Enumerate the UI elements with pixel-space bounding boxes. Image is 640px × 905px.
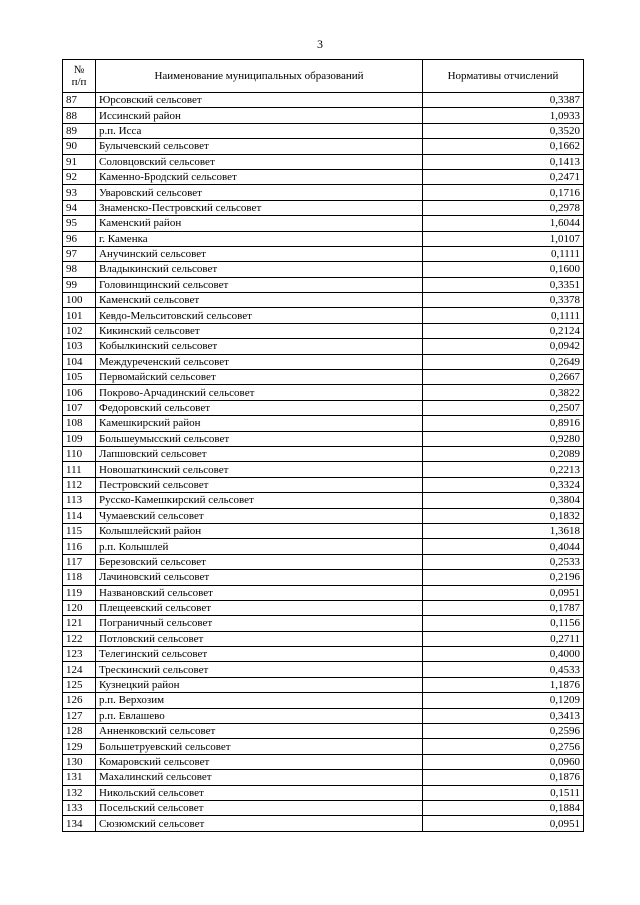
municipality-name-cell: Русско-Камешкирский сельсовет bbox=[96, 493, 423, 508]
table-row bbox=[63, 523, 584, 538]
norm-value-cell: 0,2507 bbox=[423, 400, 584, 415]
norm-value-cell: 0,4533 bbox=[423, 662, 584, 677]
row-number-cell: 130 bbox=[63, 754, 96, 769]
row-number-cell: 92 bbox=[63, 169, 96, 184]
row-number-cell: 126 bbox=[63, 693, 96, 708]
municipality-name-cell: Махалинский сельсовет bbox=[96, 770, 423, 785]
norm-value-cell: 0,1662 bbox=[423, 139, 584, 154]
row-number-cell: 95 bbox=[63, 216, 96, 231]
header-number-line2: п/п bbox=[71, 76, 87, 88]
table-row bbox=[63, 216, 584, 231]
table-row bbox=[63, 662, 584, 677]
municipality-name-cell: Трескинский сельсовет bbox=[96, 662, 423, 677]
norms-table bbox=[62, 59, 584, 832]
norm-value-cell: 0,3520 bbox=[423, 123, 584, 138]
row-number-cell: 114 bbox=[63, 508, 96, 523]
norm-value-cell: 0,0960 bbox=[423, 754, 584, 769]
norm-value-cell: 0,1876 bbox=[423, 770, 584, 785]
page-number: 3 bbox=[317, 37, 323, 51]
table-row bbox=[63, 370, 584, 385]
table-row bbox=[63, 477, 584, 492]
table-row bbox=[63, 139, 584, 154]
municipality-name-cell: Федоровский сельсовет bbox=[96, 400, 423, 415]
table-row bbox=[63, 554, 584, 569]
norm-value-cell: 0,0942 bbox=[423, 339, 584, 354]
norm-value-cell: 0,2196 bbox=[423, 570, 584, 585]
row-number-cell: 91 bbox=[63, 154, 96, 169]
norm-value-cell: 0,1111 bbox=[423, 308, 584, 323]
municipality-name-cell: Каменский район bbox=[96, 216, 423, 231]
municipality-name-cell: Междуреченский сельсовет bbox=[96, 354, 423, 369]
row-number-cell: 124 bbox=[63, 662, 96, 677]
row-number-cell: 103 bbox=[63, 339, 96, 354]
table-row bbox=[63, 293, 584, 308]
table-row bbox=[63, 400, 584, 415]
table-row bbox=[63, 169, 584, 184]
municipality-name-cell: Знаменско-Пестровский сельсовет bbox=[96, 200, 423, 215]
table-row bbox=[63, 616, 584, 631]
row-number-cell: 104 bbox=[63, 354, 96, 369]
row-number-cell: 89 bbox=[63, 123, 96, 138]
norm-value-cell: 0,3324 bbox=[423, 477, 584, 492]
municipality-name-cell: Иссинский район bbox=[96, 108, 423, 123]
row-number-cell: 125 bbox=[63, 677, 96, 692]
row-number-cell: 128 bbox=[63, 724, 96, 739]
municipality-name-cell: Юрсовский сельсовет bbox=[96, 93, 423, 108]
row-number-cell: 96 bbox=[63, 231, 96, 246]
norm-value-cell: 0,2596 bbox=[423, 724, 584, 739]
row-number-cell: 94 bbox=[63, 200, 96, 215]
norm-value-cell: 0,4000 bbox=[423, 647, 584, 662]
table-row bbox=[63, 585, 584, 600]
table-row bbox=[63, 647, 584, 662]
norm-value-cell: 0,2711 bbox=[423, 631, 584, 646]
row-number-cell: 88 bbox=[63, 108, 96, 123]
row-number-cell: 109 bbox=[63, 431, 96, 446]
norm-value-cell: 0,1884 bbox=[423, 800, 584, 815]
table-row bbox=[63, 739, 584, 754]
norm-value-cell: 1,3618 bbox=[423, 523, 584, 538]
row-number-cell: 101 bbox=[63, 308, 96, 323]
table-row bbox=[63, 154, 584, 169]
norm-value-cell: 1,6044 bbox=[423, 216, 584, 231]
table-row bbox=[63, 631, 584, 646]
table-row bbox=[63, 539, 584, 554]
norm-value-cell: 0,2978 bbox=[423, 200, 584, 215]
norm-value-cell: 0,1787 bbox=[423, 600, 584, 615]
row-number-cell: 111 bbox=[63, 462, 96, 477]
norm-value-cell: 0,0951 bbox=[423, 585, 584, 600]
table-row bbox=[63, 416, 584, 431]
norm-value-cell: 0,4044 bbox=[423, 539, 584, 554]
municipality-name-cell: Владыкинский сельсовет bbox=[96, 262, 423, 277]
row-number-cell: 115 bbox=[63, 523, 96, 538]
municipality-name-cell: Кузнецкий район bbox=[96, 677, 423, 692]
table-row bbox=[63, 123, 584, 138]
row-number-cell: 110 bbox=[63, 446, 96, 461]
row-number-cell: 99 bbox=[63, 277, 96, 292]
norm-value-cell: 0,2533 bbox=[423, 554, 584, 569]
table-row bbox=[63, 246, 584, 261]
row-number-cell: 120 bbox=[63, 600, 96, 615]
municipality-name-cell: Большеумысский сельсовет bbox=[96, 431, 423, 446]
table-row bbox=[63, 323, 584, 338]
row-number-cell: 105 bbox=[63, 370, 96, 385]
norm-value-cell: 0,3387 bbox=[423, 93, 584, 108]
table-row bbox=[63, 308, 584, 323]
row-number-cell: 97 bbox=[63, 246, 96, 261]
norm-value-cell: 0,1511 bbox=[423, 785, 584, 800]
norm-value-cell: 1,1876 bbox=[423, 677, 584, 692]
municipality-name-cell: Соловцовский сельсовет bbox=[96, 154, 423, 169]
norm-value-cell: 0,1600 bbox=[423, 262, 584, 277]
municipality-name-cell: Анучинский сельсовет bbox=[96, 246, 423, 261]
table-row bbox=[63, 800, 584, 815]
row-number-cell: 132 bbox=[63, 785, 96, 800]
row-number-cell: 116 bbox=[63, 539, 96, 554]
table-row bbox=[63, 816, 584, 831]
table-header-row bbox=[63, 60, 584, 93]
row-number-cell: 119 bbox=[63, 585, 96, 600]
row-number-cell: 93 bbox=[63, 185, 96, 200]
table-row bbox=[63, 770, 584, 785]
municipality-name-cell: Покрово-Арчадинский сельсовет bbox=[96, 385, 423, 400]
municipality-name-cell: Никольский сельсовет bbox=[96, 785, 423, 800]
table-row bbox=[63, 570, 584, 585]
table-row bbox=[63, 508, 584, 523]
norm-value-cell: 0,3351 bbox=[423, 277, 584, 292]
municipality-name-cell: Каменский сельсовет bbox=[96, 293, 423, 308]
table-row bbox=[63, 785, 584, 800]
table-row bbox=[63, 339, 584, 354]
municipality-name-cell: Кикинский сельсовет bbox=[96, 323, 423, 338]
table-row bbox=[63, 754, 584, 769]
table-row bbox=[63, 677, 584, 692]
table-row bbox=[63, 231, 584, 246]
table-row bbox=[63, 200, 584, 215]
table-row bbox=[63, 385, 584, 400]
municipality-name-cell: Анненковский сельсовет bbox=[96, 724, 423, 739]
row-number-cell: 100 bbox=[63, 293, 96, 308]
table-row bbox=[63, 93, 584, 108]
norm-value-cell: 0,2213 bbox=[423, 462, 584, 477]
header-norms: Нормативы отчислений bbox=[423, 60, 584, 93]
table-row bbox=[63, 108, 584, 123]
municipality-name-cell: р.п. Исса bbox=[96, 123, 423, 138]
norm-value-cell: 0,2756 bbox=[423, 739, 584, 754]
header-municipality-name: Наименование муниципальных образований bbox=[96, 60, 423, 93]
norm-value-cell: 0,0951 bbox=[423, 816, 584, 831]
norm-value-cell: 0,1413 bbox=[423, 154, 584, 169]
municipality-name-cell: Лапшовский сельсовет bbox=[96, 446, 423, 461]
municipality-name-cell: Чумаевский сельсовет bbox=[96, 508, 423, 523]
municipality-name-cell: Сюзюмский сельсовет bbox=[96, 816, 423, 831]
municipality-name-cell: Большетруевский сельсовет bbox=[96, 739, 423, 754]
municipality-name-cell: Кобылкинский сельсовет bbox=[96, 339, 423, 354]
table-row bbox=[63, 354, 584, 369]
table-row bbox=[63, 185, 584, 200]
municipality-name-cell: Новошаткинский сельсовет bbox=[96, 462, 423, 477]
row-number-cell: 129 bbox=[63, 739, 96, 754]
norm-value-cell: 0,2124 bbox=[423, 323, 584, 338]
row-number-cell: 121 bbox=[63, 616, 96, 631]
table-row bbox=[63, 262, 584, 277]
header-number-line1: № bbox=[73, 64, 85, 76]
row-number-cell: 102 bbox=[63, 323, 96, 338]
norm-value-cell: 0,1156 bbox=[423, 616, 584, 631]
norm-value-cell: 0,2667 bbox=[423, 370, 584, 385]
municipality-name-cell: Булычевский сельсовет bbox=[96, 139, 423, 154]
row-number-cell: 133 bbox=[63, 800, 96, 815]
municipality-name-cell: Названовский сельсовет bbox=[96, 585, 423, 600]
row-number-cell: 87 bbox=[63, 93, 96, 108]
municipality-name-cell: Головинщинский сельсовет bbox=[96, 277, 423, 292]
municipality-name-cell: Первомайский сельсовет bbox=[96, 370, 423, 385]
table-row bbox=[63, 724, 584, 739]
municipality-name-cell: р.п. Верхозим bbox=[96, 693, 423, 708]
table-row bbox=[63, 277, 584, 292]
table-row bbox=[63, 462, 584, 477]
table-row bbox=[63, 431, 584, 446]
row-number-cell: 123 bbox=[63, 647, 96, 662]
norm-value-cell: 0,2089 bbox=[423, 446, 584, 461]
municipality-name-cell: Комаровский сельсовет bbox=[96, 754, 423, 769]
row-number-cell: 134 bbox=[63, 816, 96, 831]
table-row bbox=[63, 493, 584, 508]
row-number-cell: 122 bbox=[63, 631, 96, 646]
row-number-cell: 107 bbox=[63, 400, 96, 415]
norm-value-cell: 0,1832 bbox=[423, 508, 584, 523]
municipality-name-cell: Уваровский сельсовет bbox=[96, 185, 423, 200]
row-number-cell: 127 bbox=[63, 708, 96, 723]
municipality-name-cell: Потловский сельсовет bbox=[96, 631, 423, 646]
norm-value-cell: 0,3378 bbox=[423, 293, 584, 308]
municipality-name-cell: Кевдо-Мельситовский сельсовет bbox=[96, 308, 423, 323]
municipality-name-cell: Лачиновский сельсовет bbox=[96, 570, 423, 585]
row-number-cell: 131 bbox=[63, 770, 96, 785]
municipality-name-cell: Колышлейский район bbox=[96, 523, 423, 538]
municipality-name-cell: Посельский сельсовет bbox=[96, 800, 423, 815]
table-row bbox=[63, 600, 584, 615]
row-number-cell: 106 bbox=[63, 385, 96, 400]
norm-value-cell: 1,0107 bbox=[423, 231, 584, 246]
municipality-name-cell: Березовский сельсовет bbox=[96, 554, 423, 569]
norm-value-cell: 0,3822 bbox=[423, 385, 584, 400]
municipality-name-cell: р.п. Колышлей bbox=[96, 539, 423, 554]
municipality-name-cell: Каменно-Бродский сельсовет bbox=[96, 169, 423, 184]
table-row bbox=[63, 708, 584, 723]
norm-value-cell: 0,1111 bbox=[423, 246, 584, 261]
norm-value-cell: 1,0933 bbox=[423, 108, 584, 123]
row-number-cell: 108 bbox=[63, 416, 96, 431]
norm-value-cell: 0,1209 bbox=[423, 693, 584, 708]
norm-value-cell: 0,3804 bbox=[423, 493, 584, 508]
row-number-cell: 117 bbox=[63, 554, 96, 569]
municipality-name-cell: Пестровский сельсовет bbox=[96, 477, 423, 492]
header-number bbox=[63, 60, 96, 93]
table-body bbox=[63, 93, 584, 832]
municipality-name-cell: р.п. Евлашево bbox=[96, 708, 423, 723]
norm-value-cell: 0,2649 bbox=[423, 354, 584, 369]
municipality-name-cell: Плещеевский сельсовет bbox=[96, 600, 423, 615]
row-number-cell: 112 bbox=[63, 477, 96, 492]
row-number-cell: 113 bbox=[63, 493, 96, 508]
row-number-cell: 118 bbox=[63, 570, 96, 585]
municipality-name-cell: г. Каменка bbox=[96, 231, 423, 246]
norm-value-cell: 0,3413 bbox=[423, 708, 584, 723]
table-row bbox=[63, 693, 584, 708]
municipality-name-cell: Камешкирский район bbox=[96, 416, 423, 431]
row-number-cell: 90 bbox=[63, 139, 96, 154]
norm-value-cell: 0,2471 bbox=[423, 169, 584, 184]
norm-value-cell: 0,9280 bbox=[423, 431, 584, 446]
municipality-name-cell: Пограничный сельсовет bbox=[96, 616, 423, 631]
municipality-name-cell: Телегинский сельсовет bbox=[96, 647, 423, 662]
table-row bbox=[63, 446, 584, 461]
row-number-cell: 98 bbox=[63, 262, 96, 277]
norm-value-cell: 0,1716 bbox=[423, 185, 584, 200]
norm-value-cell: 0,8916 bbox=[423, 416, 584, 431]
